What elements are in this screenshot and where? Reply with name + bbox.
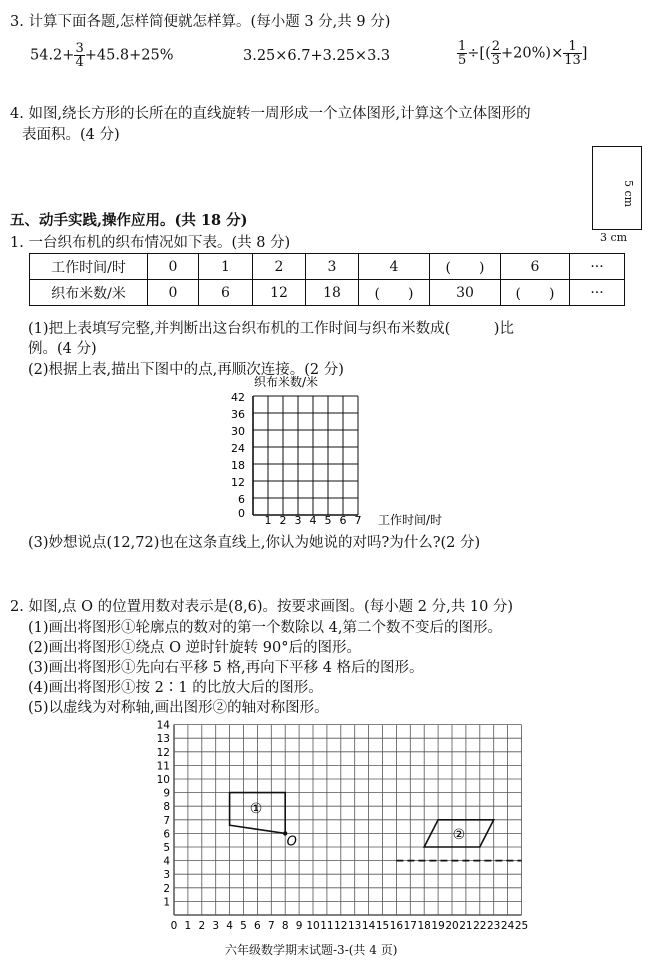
x-tick-label: 6 bbox=[339, 514, 347, 527]
expr3-part-a: ÷[( bbox=[467, 45, 491, 62]
table-row bbox=[30, 254, 625, 280]
table-cell: 织布米数/米 bbox=[30, 280, 148, 306]
fraction-denominator: 3 bbox=[491, 53, 501, 68]
y-tick-label: 4 bbox=[163, 855, 170, 868]
table-cell: 0 bbox=[148, 280, 199, 306]
q5-1-part-1-line-2: 例。(4 分) bbox=[28, 341, 97, 357]
weaving-chart-grid bbox=[253, 396, 358, 515]
x-tick-label: 0 bbox=[170, 920, 178, 932]
y-tick-label: 8 bbox=[163, 801, 170, 814]
y-tick-label: 42 bbox=[231, 391, 245, 404]
rectangle-height-label: 5 cm bbox=[622, 180, 635, 208]
x-tick-label: 2 bbox=[198, 920, 206, 932]
table-row bbox=[30, 280, 625, 306]
weaving-table bbox=[29, 253, 625, 306]
table-cell: 0 bbox=[148, 254, 199, 280]
y-tick-label: 30 bbox=[231, 425, 245, 438]
q3-expression-1 bbox=[30, 42, 174, 69]
x-tick-label: 24 bbox=[500, 920, 515, 932]
x-tick-label: 7 bbox=[267, 920, 275, 932]
y-tick-label: 6 bbox=[238, 493, 245, 506]
y-tick-label: 24 bbox=[231, 442, 245, 455]
y-tick-label: 13 bbox=[156, 733, 170, 746]
fraction-denominator: 5 bbox=[458, 53, 467, 68]
q3-title: 3. 计算下面各题,怎样简便就怎样算。(每小题 3 分,共 9 分) bbox=[10, 14, 391, 30]
x-tick-label: 6 bbox=[254, 920, 261, 932]
q3-expression-3 bbox=[457, 40, 587, 67]
q5-1-part-2: (2)根据上表,描出下图中的点,再顺次连接。(2 分) bbox=[28, 362, 344, 378]
x-tick-label: 16 bbox=[389, 920, 404, 932]
x-tick-label: 4 bbox=[309, 514, 317, 527]
chart-y-axis-label: 织布米数/米 bbox=[254, 375, 319, 389]
x-tick-label: 20 bbox=[445, 920, 459, 932]
y-tick-label: 14 bbox=[156, 719, 170, 732]
fraction-numerator: 1 bbox=[458, 39, 467, 54]
y-tick-label: 11 bbox=[156, 760, 170, 773]
shape-2-label: ② bbox=[452, 826, 466, 843]
table-cell[interactable]: ( ) bbox=[359, 280, 430, 306]
table-cell: 12 bbox=[253, 280, 306, 306]
fraction-two-thirds bbox=[491, 40, 501, 67]
q5-2-item-1: (1)画出将图形①轮廓点的数对的第一个数除以 4,第二个数不变后的图形。 bbox=[28, 620, 502, 636]
table-cell: 3 bbox=[306, 254, 359, 280]
section-5-title: 五、动手实践,操作应用。(共 18 分) bbox=[10, 212, 248, 229]
rectangle-width-label: 3 cm bbox=[600, 231, 628, 244]
x-tick-label: 1 bbox=[264, 514, 272, 527]
q4-line-2: 表面积。(4 分) bbox=[22, 127, 120, 143]
q4-line-1: 4. 如图,绕长方形的长所在的直线旋转一周形成一个立体图形,计算这个立体图形的 bbox=[10, 106, 531, 122]
table-cell: 18 bbox=[306, 280, 359, 306]
table-cell: 2 bbox=[253, 254, 306, 280]
y-tick-label: 18 bbox=[231, 459, 245, 472]
x-tick-label: 10 bbox=[306, 920, 320, 932]
grid-x-ticks bbox=[171, 920, 529, 932]
expr1-part-a: 54.2+ bbox=[30, 47, 75, 64]
q5-2-item-2: (2)画出将图形①绕点 O 逆时针旋转 90°后的图形。 bbox=[28, 640, 361, 656]
shape-1-label: ① bbox=[249, 801, 263, 817]
x-tick-label: 5 bbox=[240, 920, 247, 932]
chart-x-ticks bbox=[265, 514, 362, 527]
table-cell: 工作时间/时 bbox=[30, 254, 148, 280]
q5-2-item-4: (4)画出将图形①按 2∶1 的比放大后的图形。 bbox=[28, 680, 323, 696]
fraction-numerator: 2 bbox=[491, 39, 501, 54]
x-tick-label: 21 bbox=[459, 920, 473, 932]
expr1-part-b: +45.8+25% bbox=[84, 47, 174, 64]
x-tick-label: 9 bbox=[295, 920, 303, 932]
q5-2-item-3: (3)画出将图形①先向右平移 5 格,再向下平移 4 格后的图形。 bbox=[28, 660, 424, 676]
x-tick-label: 3 bbox=[294, 514, 302, 527]
x-tick-label: 19 bbox=[431, 920, 445, 932]
x-tick-label: 1 bbox=[184, 920, 192, 932]
expr3-part-c: ] bbox=[581, 45, 588, 62]
fraction-denominator: 13 bbox=[564, 53, 581, 68]
table-cell: 4 bbox=[359, 254, 430, 280]
y-tick-label: 6 bbox=[163, 828, 170, 841]
table-cell: 6 bbox=[199, 280, 253, 306]
q5-1-title: 1. 一台织布机的织布情况如下表。(共 8 分) bbox=[10, 235, 291, 251]
table-cell: 6 bbox=[501, 254, 570, 280]
grid-y-ticks bbox=[157, 720, 171, 909]
point-o-label: O bbox=[286, 834, 297, 850]
fraction-numerator: 1 bbox=[563, 40, 582, 54]
x-tick-label: 15 bbox=[375, 920, 390, 932]
fraction-denominator: 4 bbox=[75, 55, 84, 70]
coordinate-grid bbox=[150, 712, 535, 934]
q5-1-part-1-line-1: (1)把上表填写完整,并判断出这台织布机的工作时间与织布米数成( )比 bbox=[28, 321, 514, 337]
y-tick-label: 7 bbox=[163, 814, 170, 827]
q5-1-part-3: (3)妙想说点(12,72)也在这条直线上,你认为她说的对吗?为什么?(2 分) bbox=[28, 535, 481, 551]
chart-x-axis-label: 工作时间/时 bbox=[378, 513, 443, 527]
q3-expression-2: 3.25×6.7+3.25×3.3 bbox=[243, 48, 391, 64]
x-tick-label: 4 bbox=[226, 920, 233, 932]
x-tick-label: 23 bbox=[487, 920, 501, 932]
fraction-three-quarters bbox=[74, 42, 84, 69]
y-tick-label: 3 bbox=[163, 869, 170, 882]
q5-2-item-5: (5)以虚线为对称轴,画出图形②的轴对称图形。 bbox=[28, 700, 329, 716]
fraction-one-fifth bbox=[457, 40, 467, 67]
x-tick-label: 17 bbox=[403, 920, 417, 932]
weaving-chart bbox=[220, 372, 470, 532]
x-tick-label: 11 bbox=[320, 920, 334, 932]
x-tick-label: 14 bbox=[361, 920, 376, 932]
x-tick-label: 5 bbox=[324, 514, 332, 527]
table-cell: ··· bbox=[570, 280, 625, 306]
y-tick-label: 12 bbox=[156, 746, 170, 759]
fraction-one-thirteenth bbox=[563, 40, 582, 67]
table-cell[interactable]: ( ) bbox=[501, 280, 570, 306]
table-cell: ··· bbox=[570, 254, 625, 280]
chart-y-ticks bbox=[231, 391, 245, 520]
expr3-part-b: +20%)× bbox=[501, 45, 564, 62]
x-tick-label: 12 bbox=[334, 920, 348, 932]
x-tick-label: 3 bbox=[212, 920, 220, 932]
q5-2-title: 2. 如图,点 O 的位置用数对表示是(8,6)。按要求画图。(每小题 2 分,共 10 分) bbox=[10, 599, 514, 615]
x-tick-label: 25 bbox=[514, 920, 529, 932]
x-tick-label: 18 bbox=[417, 920, 431, 932]
y-tick-label: 5 bbox=[163, 842, 170, 854]
page-footer: 六年级数学期末试题-3-(共 4 页) bbox=[225, 943, 398, 957]
fraction-numerator: 3 bbox=[75, 41, 84, 56]
x-tick-label: 8 bbox=[281, 920, 289, 932]
table-cell: 1 bbox=[199, 254, 253, 280]
y-tick-label: 36 bbox=[231, 408, 245, 421]
x-tick-label: 2 bbox=[279, 514, 287, 527]
x-tick-label: 7 bbox=[354, 514, 362, 527]
y-tick-label: 10 bbox=[156, 774, 170, 786]
x-tick-label: 22 bbox=[473, 920, 487, 932]
x-tick-label: 13 bbox=[348, 920, 362, 932]
y-tick-label: 9 bbox=[163, 787, 170, 800]
y-tick-label: 12 bbox=[231, 476, 245, 489]
y-tick-label: 1 bbox=[163, 896, 170, 909]
table-cell[interactable]: ( ) bbox=[430, 254, 501, 280]
y-tick-label: 2 bbox=[163, 882, 170, 895]
table-cell: 30 bbox=[430, 280, 501, 306]
y-tick-label: 0 bbox=[238, 507, 245, 520]
